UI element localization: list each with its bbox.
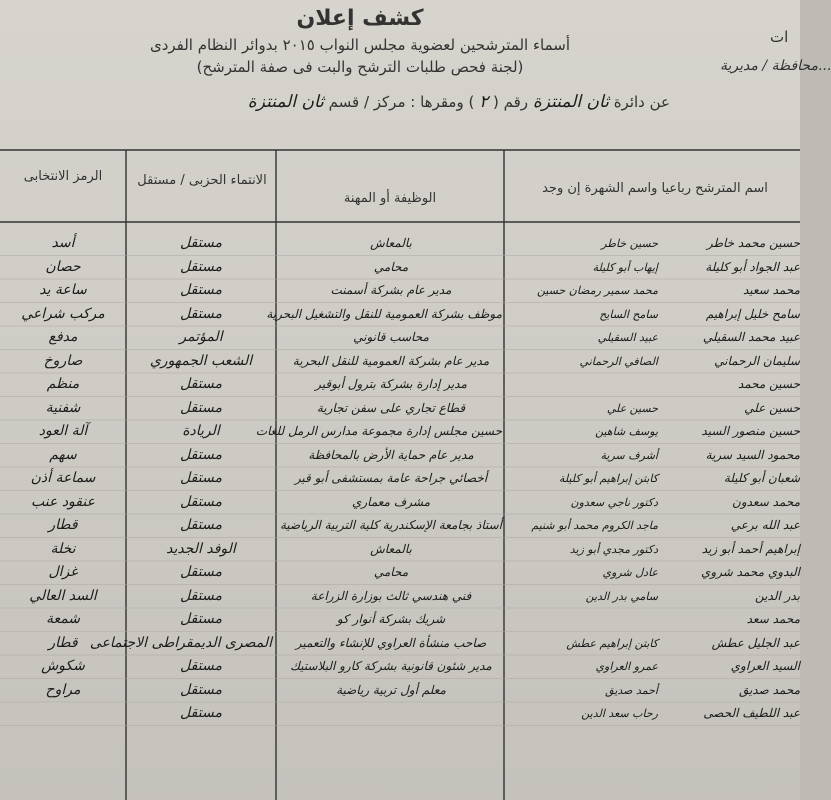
table-row: سماعة أذن	[30, 470, 96, 486]
table-row: مدفع	[48, 329, 78, 345]
table-row: عبد اللطيف الحصى	[703, 706, 800, 720]
table-row: سهم	[49, 446, 77, 463]
seat-name: ثان المنتزة	[247, 92, 324, 112]
table-row: حسين مجلس إدارة مجموعة مدارس الرمل للغات	[255, 424, 502, 438]
header-name: اسم المترشح رباعيا واسم الشهرة إن وجد	[542, 181, 768, 196]
table-row: حسين علي	[744, 400, 800, 415]
table-row: مدير عام حماية الأرض بالمحافظة	[308, 447, 474, 462]
table-row: محمد صديق	[738, 682, 800, 697]
table-row: سليمان الرحماني	[714, 353, 800, 368]
number-label: رقم (	[493, 93, 529, 111]
table-row: صاروخ	[43, 352, 83, 369]
table-row: عبد الجليل عطش	[711, 635, 800, 650]
table-row: مستقل	[180, 376, 222, 392]
table-row: كابتن إبراهيم أبو كليلة	[558, 472, 658, 485]
header-job: الوظيفة أو المهنة	[343, 191, 437, 206]
corner-text-top: ات	[770, 28, 789, 46]
table-row: مراوح	[45, 681, 81, 698]
subtitle-candidates: أسماء المترشحين لعضوية مجلس النواب ٢٠١٥ بدوائر النظام الفردى	[149, 36, 571, 54]
table-row: سامح السايح	[599, 307, 658, 321]
table-row: حصان	[45, 258, 81, 275]
table-row	[280, 702, 502, 726]
table-row: المؤتمر	[179, 329, 223, 345]
table-row: مركب شراعي	[21, 305, 105, 322]
table-row: بدر الدين	[754, 588, 800, 603]
table-row: شفنية	[45, 399, 81, 416]
table-row: فني هندسي ثالث بوزارة الزراعة	[310, 588, 472, 603]
table-row: السيد العراوي	[730, 659, 800, 673]
table-row: شعبان أبو كليلة	[723, 471, 800, 485]
table-row: مدير عام بشركة أسمنت	[330, 283, 452, 297]
table-row: السد العالي	[29, 587, 97, 604]
table-row: نخلة	[50, 540, 76, 557]
table-row: مستقل	[180, 587, 222, 604]
table-row: شريك بشركة أنوار كو	[336, 612, 446, 626]
table-row: مشرف معماري	[351, 494, 430, 509]
table-row: محمد سعدون	[732, 494, 800, 509]
column-job	[255, 232, 502, 726]
table-row: أسد	[51, 235, 75, 251]
table-row: عمرو العراوي	[595, 660, 658, 673]
table-row: عادل شروي	[602, 566, 658, 579]
table-row: مستقل	[180, 282, 222, 298]
table-row: البدوي محمد شروي	[701, 565, 800, 579]
table-row: مدير شئون قانونية بشركة كارو البلاستيك	[290, 659, 492, 673]
table-row: بالمعاش	[370, 236, 412, 250]
table-row: يوسف شاهين	[595, 425, 658, 438]
table-row	[508, 608, 658, 632]
table-row: محاسب قانوني	[353, 330, 429, 344]
table-row: مستقل	[180, 399, 222, 416]
table-row: مستقل	[180, 305, 222, 322]
table-row: أستاذ بجامعة الإسكندرية كلية التربية الرياضية	[279, 518, 502, 532]
subtitle-committee: (لجنة فحص طلبات الترشح والبت فى صفة المترشح)	[196, 58, 524, 76]
table-row: ساعة يد	[39, 282, 87, 298]
table-row: عنقود عنب	[31, 493, 95, 510]
table-row: مستقل	[180, 517, 222, 533]
table-row: مستقل	[180, 705, 222, 721]
table-row: أخصائي جراحة عامة بمستشفى أبو قير	[294, 471, 488, 485]
table-row: محمد سعيد	[743, 283, 800, 297]
header-affiliation: الانتماء الحزبى / مستقل	[137, 173, 267, 188]
table-row: محمد سمير رمضان حسين	[536, 284, 658, 297]
table-row: إيهاب أبو كليلة	[592, 260, 658, 274]
table-row: محمد سعد	[746, 612, 800, 626]
table-row: سامي بدر الدين	[585, 589, 658, 603]
table-row: شكوش	[41, 658, 85, 674]
table-row: مستقل	[180, 258, 222, 275]
table-row: صاحب منشأة العراوي للإنشاء والتعمير	[295, 635, 487, 650]
corner-text-governorate: ...محافظة / مديرية	[720, 58, 831, 74]
table-row: الريادة	[182, 423, 220, 439]
number-suffix: ) ومقرها : مركز / قسم	[328, 93, 475, 111]
table-row	[4, 702, 122, 726]
table-row: ماجد الكروم محمد أبو شنيم	[531, 519, 658, 532]
table-row: أشرف سرية	[600, 448, 658, 462]
page-title: كشف إعلان	[296, 6, 424, 31]
table-row: حسين علي	[606, 401, 658, 415]
column-name	[660, 232, 800, 726]
table-row: آلة العود	[38, 423, 88, 439]
table-row: منظم	[46, 376, 80, 392]
table-row: الشعب الجمهوري	[149, 352, 253, 369]
table-row: مستقل	[180, 235, 222, 251]
table-row: بالمعاش	[370, 541, 412, 556]
district-name: ثان المنتزة	[532, 92, 609, 112]
table-row: دكتور ناجي سعدون	[570, 495, 658, 509]
table-row: الصافي الرحماني	[579, 354, 658, 368]
table-row: مستقل	[180, 470, 222, 486]
table-row	[508, 373, 658, 397]
table-row: إبراهيم أحمد أبو زيد	[701, 541, 800, 556]
table-row: دكتور مجدي أبو زيد	[569, 542, 658, 556]
table-row: عبد الجواد أبو كليلة	[705, 259, 800, 274]
table-row: حسين خاطر	[601, 237, 658, 250]
table-row: عبد الله برعي	[730, 518, 800, 532]
table-row: مدير إدارة بشركة بترول أبوقير	[315, 377, 467, 391]
table-row: عبيد محمد السقيلي	[702, 330, 800, 344]
table-row: مدير عام بشركة العمومية للنقل البحرية	[292, 353, 490, 368]
table-row: حسين محمد خاطر	[706, 236, 800, 250]
table-row: مستقل	[180, 493, 222, 510]
table-row: محامي	[373, 565, 409, 579]
table-row: مستقل	[180, 681, 222, 698]
table-row: قطار	[48, 634, 78, 651]
table-row: حسين محمد	[737, 377, 800, 391]
table-row: قطار	[48, 517, 78, 533]
column-symbol	[4, 232, 122, 726]
table-row: سامح خليل إبراهيم	[705, 306, 800, 321]
table-row: قطاع تجاري على سفن تجارية	[316, 400, 466, 415]
table-row: محمود السيد سرية	[705, 447, 800, 462]
header-symbol: الرمز الانتخابى	[23, 169, 103, 184]
column-affiliation	[89, 232, 272, 726]
table-row: شمعة	[45, 611, 81, 627]
table-row: موظف بشركة العمومية للنقل والتشغيل البحرية	[266, 306, 502, 321]
table-row: محامي	[373, 259, 409, 274]
table-row: المصرى الديمقراطى الاجتماعى	[89, 634, 272, 651]
number-value: ٢	[479, 92, 489, 112]
table-row: حسين منصور السيد	[701, 424, 800, 438]
table-row: الوفد الجديد	[166, 540, 236, 557]
table-row: مستقل	[180, 611, 222, 627]
table-row: غزال	[48, 564, 78, 580]
column-nickname	[508, 232, 658, 726]
table-row: مستقل	[180, 564, 222, 580]
district-prefix: عن دائرة	[613, 93, 670, 111]
table-row: عبيد السقيلي	[597, 331, 658, 344]
table-row: رحاب سعد الدين	[581, 707, 658, 720]
table-row: مستقل	[180, 658, 222, 674]
table-row: كابتن إبراهيم عطش	[566, 636, 658, 650]
table-row: أحمد صديق	[605, 683, 658, 697]
table-row: مستقل	[180, 446, 222, 463]
table-row: معلم أول تربية رياضية	[336, 682, 446, 697]
